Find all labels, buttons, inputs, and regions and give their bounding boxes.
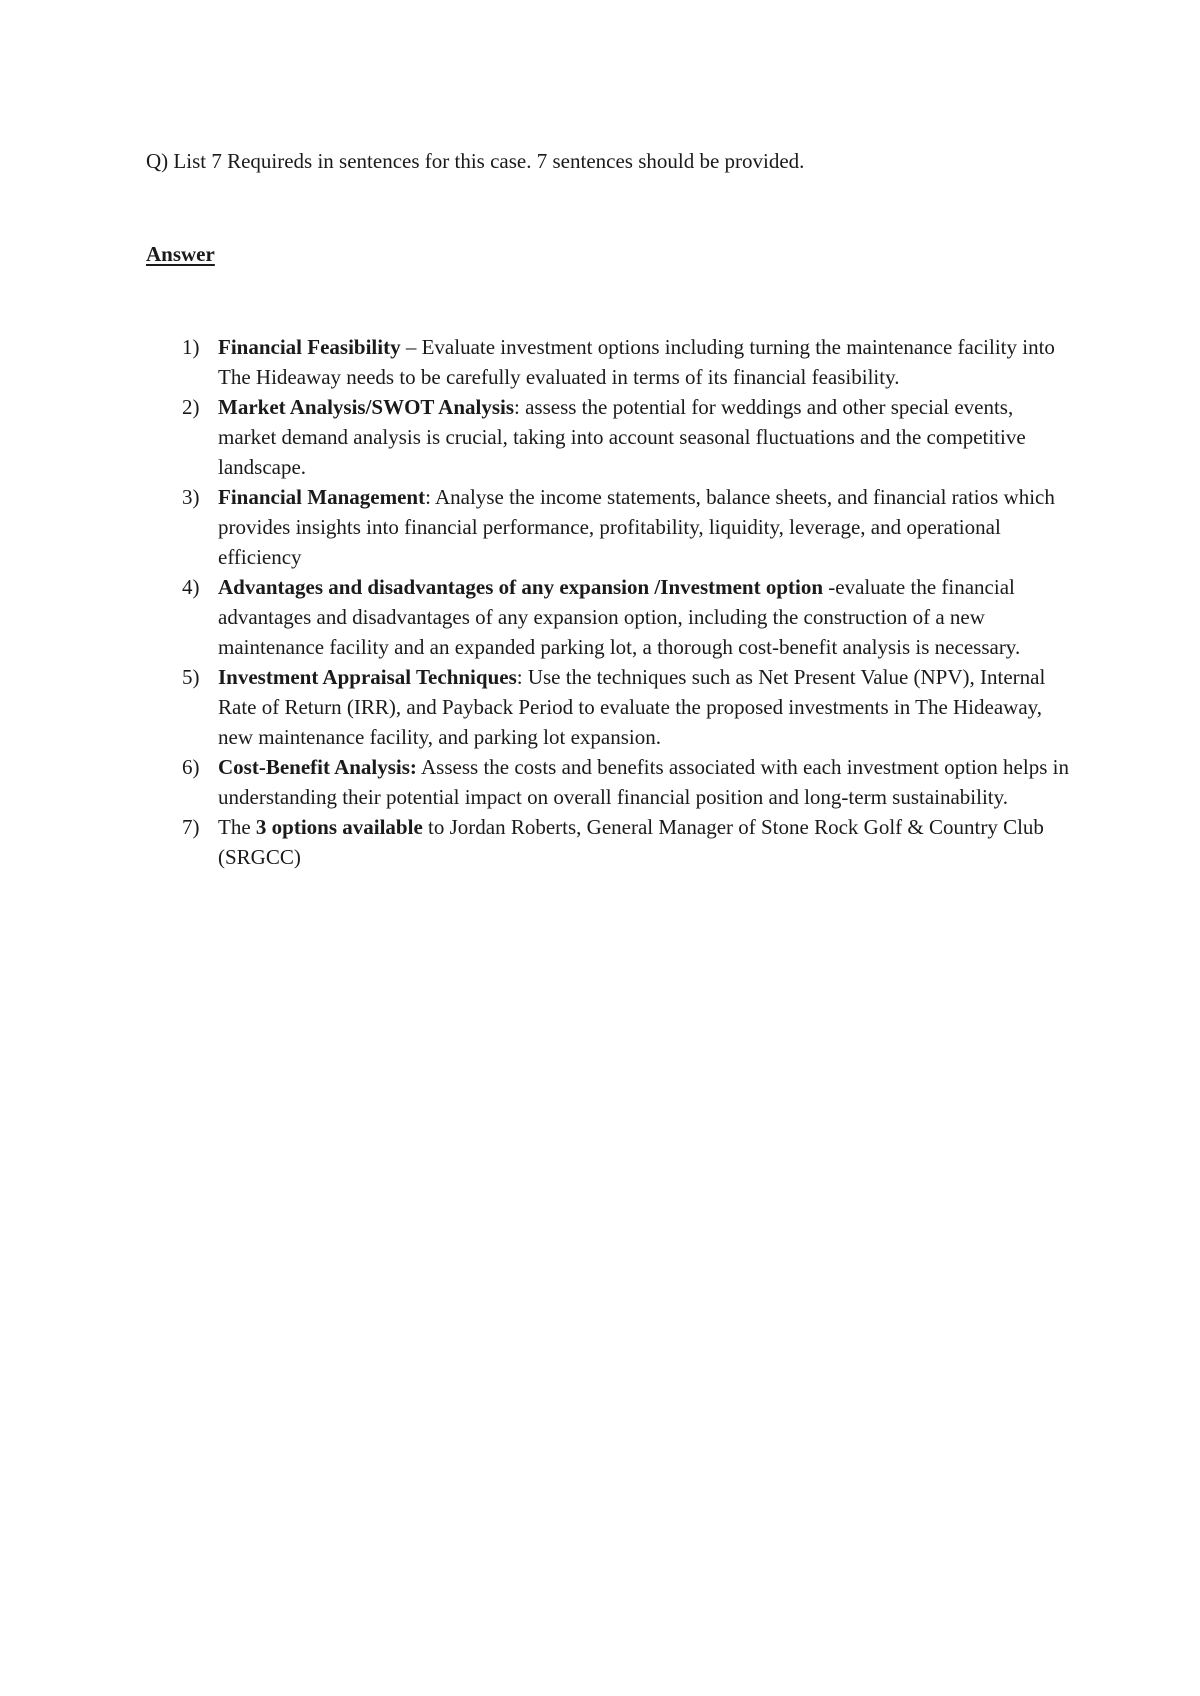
item-number: 4)	[182, 575, 200, 599]
item-body	[218, 392, 1076, 482]
item-heading: Investment Appraisal Techniques	[218, 665, 517, 689]
list-item	[146, 752, 1076, 812]
item-heading: Financial Management	[218, 485, 426, 509]
item-heading: Advantages and disadvantages of any expansion /Investment option	[218, 575, 824, 599]
answer-heading: Answer	[146, 242, 215, 266]
item-number: 1)	[182, 335, 200, 359]
item-body	[218, 752, 1076, 812]
item-text: – Evaluate investment options including turning the maintenance facility into The Hideaway needs to be carefully evaluated in terms of its financial feasibility.	[218, 335, 1055, 389]
item-heading: Financial Feasibility	[218, 335, 401, 359]
requirements-list	[146, 332, 1076, 872]
item-body	[218, 572, 1076, 662]
item-text: Assess the costs and benefits associated with each investment option helps in understanding their potential impact on overall financial position and long-term sustainability.	[218, 755, 1069, 809]
item-body	[218, 662, 1076, 752]
item-text: -evaluate the financial advantages and disadvantages of any expansion option, including the construction of a new maintenance facility and an expanded parking lot, a thorough cost-benefit analysis is necessary.	[218, 575, 1021, 659]
item-prefix: The	[218, 815, 256, 839]
item-heading: Market Analysis/SWOT Analysis	[218, 395, 515, 419]
item-number: 7)	[182, 815, 200, 839]
item-number: 2)	[182, 395, 200, 419]
item-heading: Cost-Benefit Analysis:	[218, 755, 417, 779]
item-body	[218, 332, 1076, 392]
list-item	[146, 812, 1076, 872]
item-text: : Analyse the income statements, balance sheets, and financial ratios which provides insights into financial performance, profitability, liquidity, leverage, and operational efficiency	[218, 485, 1055, 569]
item-text: : assess the potential for weddings and other special events, market demand analysis is crucial, taking into account seasonal fluctuations and the competitive landscape.	[218, 395, 1026, 479]
list-item	[146, 392, 1076, 482]
item-number: 5)	[182, 665, 200, 689]
item-text: to Jordan Roberts, General Manager of Stone Rock Golf & Country Club (SRGCC)	[218, 815, 1044, 869]
list-item	[146, 332, 1076, 392]
list-item	[146, 662, 1076, 752]
list-item	[146, 482, 1076, 572]
item-number: 3)	[182, 485, 200, 509]
item-body	[218, 482, 1076, 572]
item-heading: 3 options available	[255, 815, 423, 839]
item-text: : Use the techniques such as Net Present Value (NPV), Internal Rate of Return (IRR), and Payback Period to evaluate the proposed investments in The Hideaway, new maintenance facility, and parking lot expansion.	[218, 665, 1046, 749]
item-body	[218, 812, 1076, 872]
question-text: Q) List 7 Requireds in sentences for this case. 7 sentences should be provided.	[146, 149, 805, 173]
item-number: 6)	[182, 755, 200, 779]
list-item	[146, 572, 1076, 662]
